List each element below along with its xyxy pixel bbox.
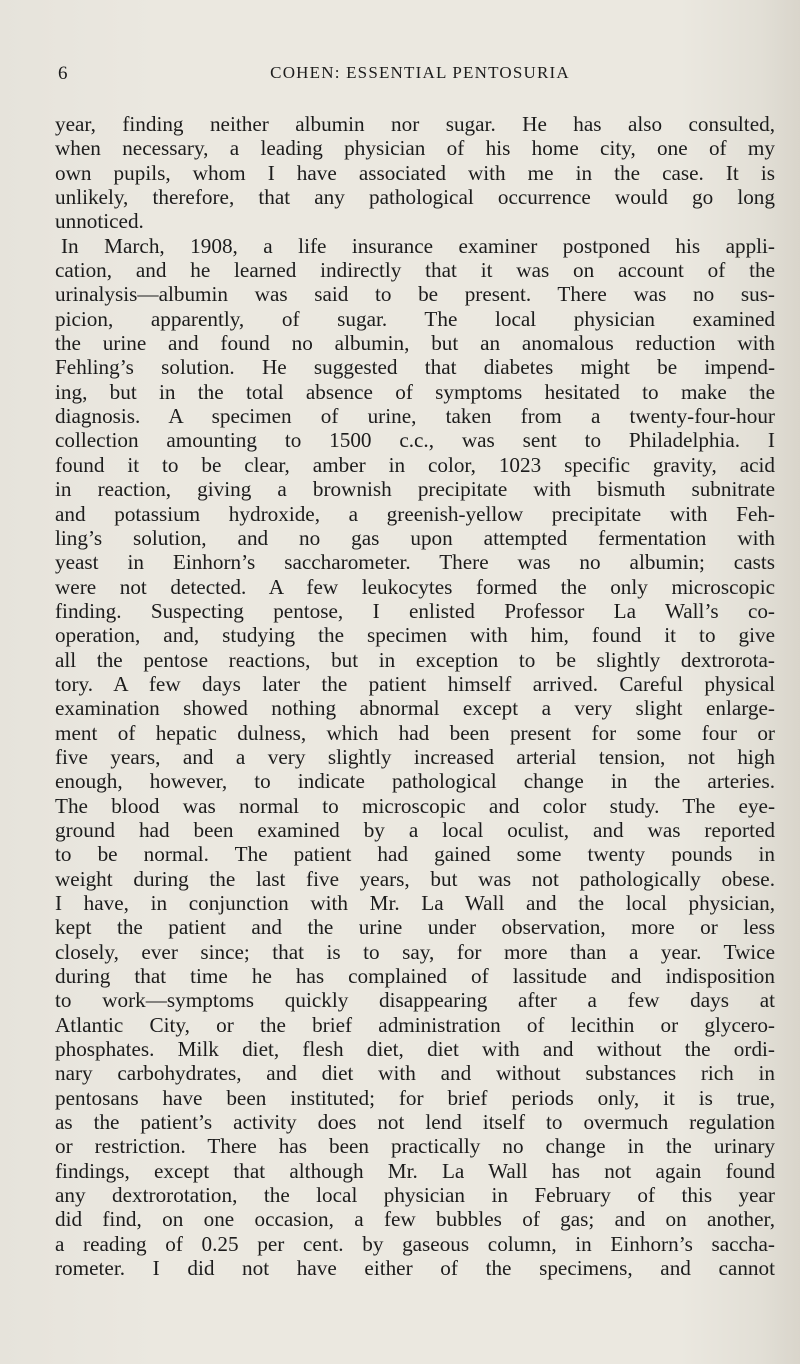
text-line: ment of hepatic dulness, which had been present for some four or [55,720,775,745]
text-line: did find, on one occasion, a few bubbles of gas; and on another, [55,1207,775,1232]
text-line: enough, however, to indicate pathological change in the arteries. [55,769,775,794]
text-line: diagnosis. A specimen of urine, taken from a twenty-four-hour [55,404,775,429]
text-line: five years, and a very slightly increased arterial tension, not high [55,744,775,769]
text-line: own pupils, whom I have associated with me in the case. It is [55,160,775,185]
text-line: unlikely, therefore, that any pathological occurrence would go long [55,185,775,210]
text-line: all the pentose reactions, but in exception to be slightly dextrorota- [55,647,775,672]
text-line: cation, and he learned indirectly that it was on account of the [55,258,775,283]
running-head: COHEN: ESSENTIAL PENTOSURIA [270,63,570,82]
text-line: weight during the last five years, but was not pathologically obese. [55,866,775,891]
text-line: urinalysis—albumin was said to be present. There was no sus- [55,282,775,307]
text-line: yeast in Einhorn’s saccharometer. There was no albumin; casts [55,550,775,575]
page-number: 6 [58,63,68,84]
text-line: In March, 1908, a life insurance examiner postponed his appli- [61,233,775,258]
text-line: closely, ever since; that is to say, for more than a year. Twice [55,939,775,964]
text-line: The blood was normal to microscopic and color study. The eye- [55,793,775,818]
text-line: rometer. I did not have either of the specimens, and cannot [55,1256,775,1281]
text-line: to be normal. The patient had gained some twenty pounds in [55,842,775,867]
text-line: examination showed nothing abnormal except a very slight enlarge- [55,696,775,721]
text-line: ing, but in the total absence of symptoms hesitated to make the [55,379,775,404]
text-line: pentosans have been instituted; for brief periods only, it is true, [55,1085,775,1110]
text-line: year, finding neither albumin nor sugar. He has also consulted, [55,112,775,136]
text-line: unnoticed. [55,209,144,234]
text-line: the urine and found no albumin, but an anomalous reduction with [55,331,775,356]
text-line: Fehling’s solution. He suggested that diabetes might be impend- [55,355,775,380]
text-line: as the patient’s activity does not lend itself to overmuch regulation [55,1110,775,1135]
text-line: operation, and, studying the specimen with him, found it to give [55,623,775,648]
text-line: tory. A few days later the patient himself arrived. Careful physical [55,671,775,696]
text-line: kept the patient and the urine under observation, more or less [55,915,775,940]
text-line: Atlantic City, or the brief administration of lecithin or glycero- [55,1012,775,1037]
text-line: nary carbohydrates, and diet with and without substances rich in [55,1061,775,1086]
text-line: found it to be clear, amber in color, 1023 specific gravity, acid [55,452,775,477]
text-line: when necessary, a leading physician of his home city, one of my [55,136,775,161]
text-line: collection amounting to 1500 c.c., was sent to Philadelphia. I [55,428,775,453]
text-line: were not detected. A few leukocytes formed the only microscopic [55,574,775,599]
text-line: and potassium hydroxide, a greenish-yellow precipitate with Feh- [55,501,775,526]
text-line: during that time he has complained of lassitude and indisposition [55,964,775,989]
text-line: any dextrorotation, the local physician in February of this year [55,1183,775,1208]
text-line: findings, except that although Mr. La Wall has not again found [55,1158,775,1183]
text-line: finding. Suspecting pentose, I enlisted Professor La Wall’s co- [55,598,775,623]
text-line: a reading of 0.25 per cent. by gaseous column, in Einhorn’s saccha- [55,1231,775,1256]
text-line: ground had been examined by a local oculist, and was reported [55,817,775,842]
text-line: picion, apparently, of sugar. The local physician examined [55,306,775,331]
page-header [58,63,758,87]
text-line: ling’s solution, and no gas upon attempted fermentation with [55,525,775,550]
text-line: to work—symptoms quickly disappearing after a few days at [55,988,775,1013]
text-line: or restriction. There has been practically no change in the urinary [55,1134,775,1159]
text-line: in reaction, giving a brownish precipitate with bismuth subnitrate [55,477,775,502]
text-line: I have, in conjunction with Mr. La Wall and the local physician, [55,891,775,915]
text-line: phosphates. Milk diet, flesh diet, diet with and without the ordi- [55,1037,775,1062]
body-text [55,112,775,1281]
